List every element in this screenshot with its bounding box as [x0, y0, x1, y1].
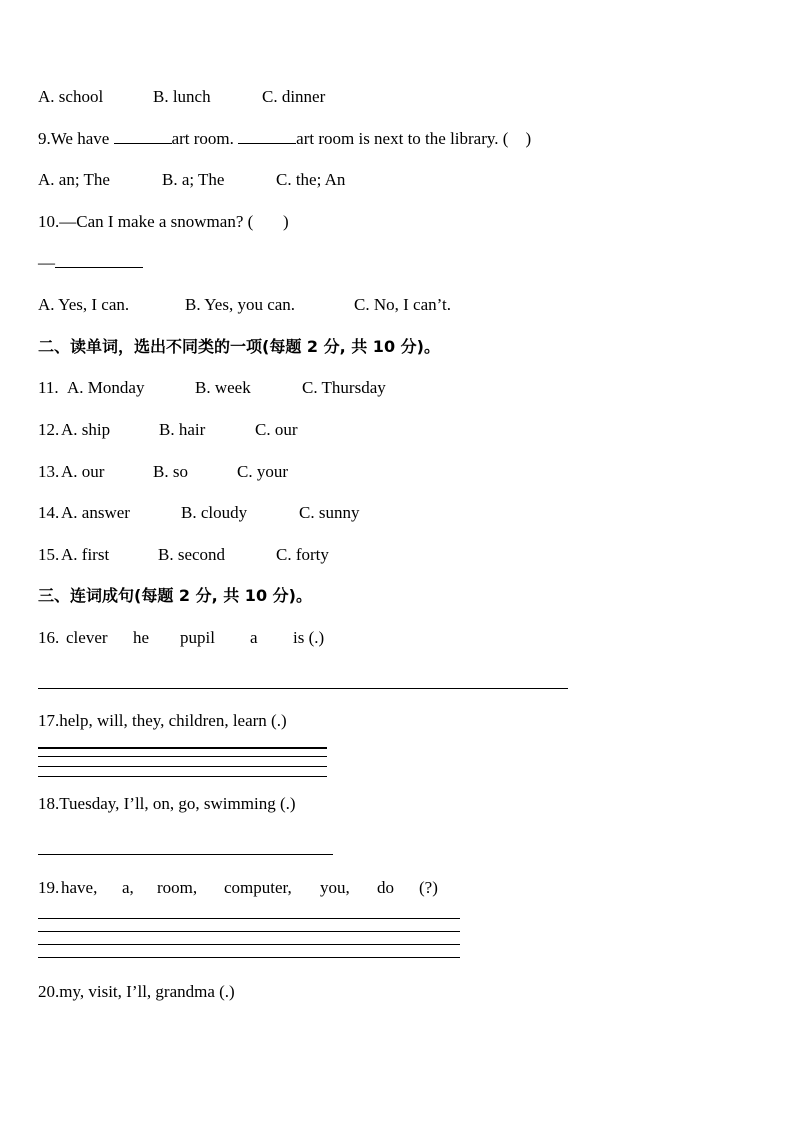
option-b: B. lunch — [153, 87, 211, 106]
option-c: C. our — [255, 420, 298, 439]
q17-answer-line-4[interactable] — [38, 776, 327, 777]
q17-answer-line-1[interactable] — [38, 747, 327, 749]
option-a: A. school — [38, 87, 104, 106]
word: is (.) — [293, 628, 325, 647]
option-b: B. a; The — [162, 170, 225, 189]
question-10: 10.—Can I make a snowman? ( ) — [38, 212, 289, 231]
word: do — [377, 878, 394, 897]
question-9 — [38, 129, 531, 149]
question-19 — [38, 878, 438, 898]
q16-number: 16. — [38, 628, 60, 647]
q18-answer-line[interactable] — [38, 854, 333, 855]
option-b: B. second — [158, 545, 226, 564]
question-17: 17.help, will, they, children, learn (.) — [38, 711, 287, 730]
option-a: A. answer — [61, 503, 130, 522]
question-12 — [38, 420, 298, 440]
word: (?) — [419, 878, 438, 897]
option-a: A. first — [61, 545, 110, 564]
question-20: 20.my, visit, I’ll, grandma (.) — [38, 982, 235, 1001]
q13-number: 13. — [38, 462, 60, 481]
option-c: C. No, I can’t. — [354, 295, 451, 314]
q16-answer-line[interactable] — [38, 688, 568, 689]
q9-blank-2[interactable] — [238, 129, 296, 144]
q19-answer-line-2[interactable] — [38, 931, 460, 932]
q19-number: 19. — [38, 878, 60, 897]
option-b: B. Yes, you can. — [185, 295, 296, 314]
option-c: C. forty — [276, 545, 329, 564]
word: computer, — [224, 878, 292, 897]
q10-options — [38, 295, 451, 315]
q19-answer-line-4[interactable] — [38, 957, 460, 958]
q9-prefix: 9.We have — [38, 129, 110, 148]
option-c: C. the; An — [276, 170, 346, 189]
word: clever — [66, 628, 108, 647]
q9-options — [38, 170, 345, 190]
word: a, — [122, 878, 134, 897]
question-11 — [38, 378, 386, 398]
word: have, — [61, 878, 98, 897]
option-b: B. cloudy — [181, 503, 248, 522]
word: room, — [157, 878, 198, 897]
word: pupil — [180, 628, 215, 647]
section-3-heading: 三、连词成句(每题 2 分, 共 10 分)。 — [38, 586, 312, 605]
word: he — [133, 628, 150, 647]
q14-number: 14. — [38, 503, 60, 522]
q10-answer-line — [38, 253, 143, 273]
question-13 — [38, 462, 288, 482]
question-18: 18.Tuesday, I’ll, on, go, swimming (.) — [38, 794, 296, 813]
q11-number: 11. — [38, 378, 59, 397]
option-b: B. so — [153, 462, 188, 481]
q17-answer-line-3[interactable] — [38, 766, 327, 767]
question-15 — [38, 545, 329, 565]
question-14 — [38, 503, 359, 523]
q15-number: 15. — [38, 545, 60, 564]
q9-mid: art room. — [171, 129, 234, 148]
q9-blank-1[interactable] — [114, 129, 172, 144]
option-a: A. Yes, I can. — [38, 295, 130, 314]
option-b: B. hair — [159, 420, 206, 439]
q17-answer-line-2[interactable] — [38, 756, 327, 757]
option-a: A. an; The — [38, 170, 110, 189]
q19-answer-line-3[interactable] — [38, 944, 460, 945]
option-c: C. sunny — [299, 503, 360, 522]
q9-suffix: art room is next to the library. — [296, 129, 499, 148]
option-a: A. Monday — [67, 378, 145, 397]
option-b: B. week — [195, 378, 251, 397]
q10-dash: — — [38, 253, 55, 272]
option-c: C. your — [237, 462, 288, 481]
word: a — [250, 628, 258, 647]
option-a: A. our — [61, 462, 105, 481]
word: you, — [320, 878, 350, 897]
option-c: C. dinner — [262, 87, 326, 106]
q12-number: 12. — [38, 420, 60, 439]
q19-answer-line-1[interactable] — [38, 918, 460, 919]
q9-answer-paren: ( ) — [502, 129, 532, 148]
section-2-heading: 二、读单词，选出不同类的一项(每题 2 分, 共 10 分)。 — [38, 337, 440, 356]
question-16 — [38, 628, 324, 648]
q8-options — [38, 87, 325, 107]
option-c: C. Thursday — [302, 378, 386, 397]
option-a: A. ship — [61, 420, 111, 439]
q10-blank[interactable] — [55, 253, 143, 268]
